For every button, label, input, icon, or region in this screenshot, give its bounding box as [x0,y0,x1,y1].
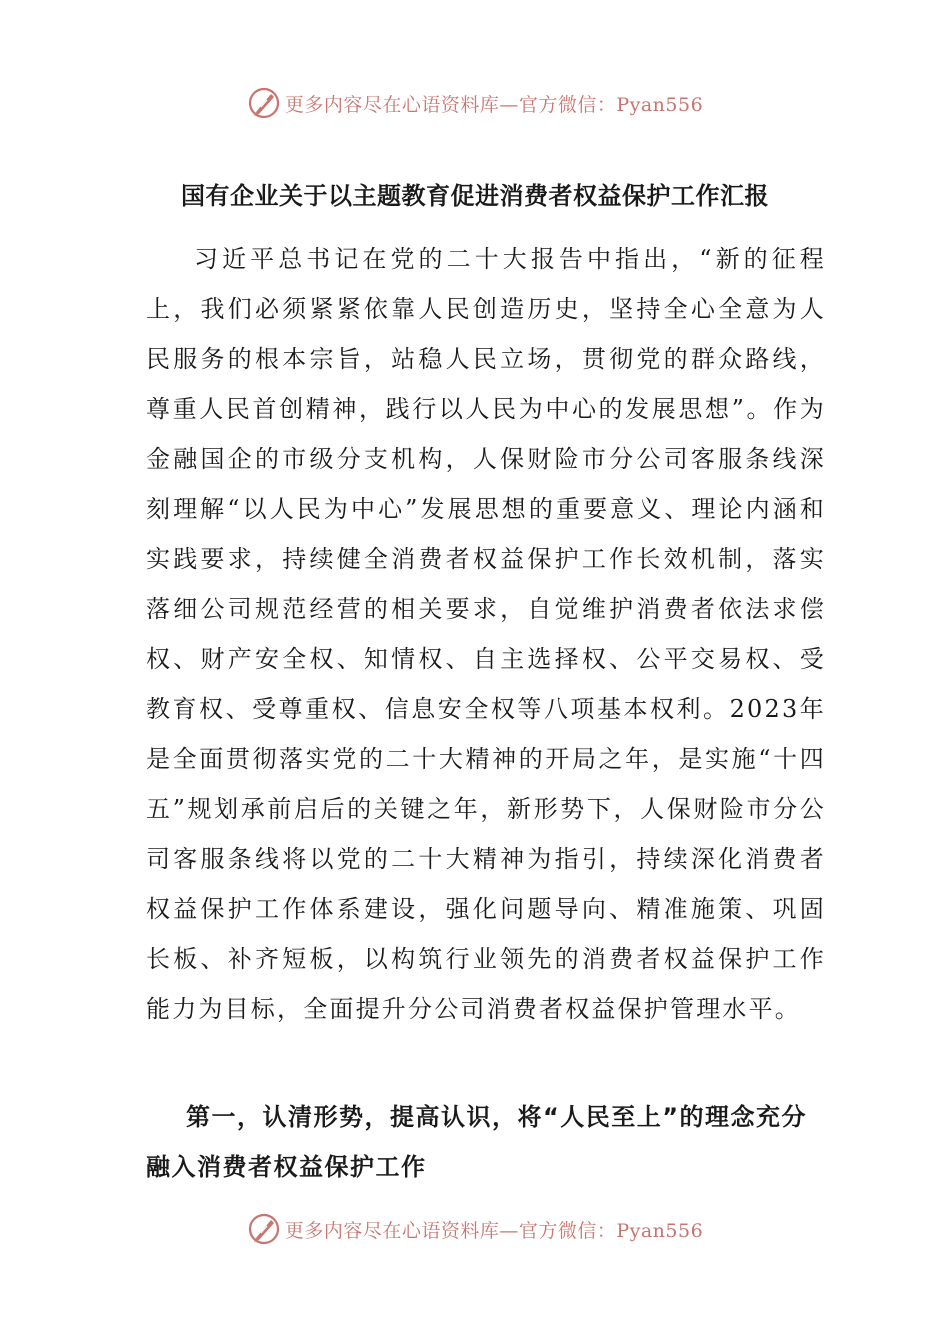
body-paragraph: 习近平总书记在党的二十大报告中指出，“新的征程上，我们必须紧紧依靠人民创造历史，坚持全心全意为人民服务的根本宗旨，站稳人民立场，贯彻党的群众路线，尊重人民首创精神，践行以人民为中心的发展思想”。作为金融国企的市级分支机构，人保财险市分公司客服条线深刻理解“以人民为中心”发展思想的重要意义、理论内涵和实践要求，持续健全消费者权益保护工作长效机制，落实落细公司规范经营的相关要求，自觉维护消费者依法求偿权、财产安全权、知情权、自主选择权、公平交易权、受教育权、受尊重权、信息安全权等八项基本权利。2023年是全面贯彻落实党的二十大精神的开局之年，是实施“十四五”规划承前启后的关键之年，新形势下，人保财险市分公司客服条线将以党的二十大精神为指引，持续深化消费者权益保护工作体系建设，强化问题导向、精准施策、巩固长板、补齐短板，以构筑行业领先的消费者权益保护工作能力为目标，全面提升分公司消费者权益保护管理水平。 [146,245,826,1023]
section-heading: 第一，认清形势，提高认识，将“人民至上”的理念充分融入消费者权益保护工作 [146,1103,808,1181]
footer-watermark [0,1212,950,1246]
watermark-text: 更多内容尽在心语资料库—官方微信：Pyan556 [284,93,704,116]
document-body [146,234,826,1034]
quill-pen-icon [247,1212,281,1246]
document-title: 国有企业关于以主题教育促进消费者权益保护工作汇报 [181,182,769,210]
quill-pen-icon [247,86,281,120]
watermark-text: 更多内容尽在心语资料库—官方微信：Pyan556 [284,1219,704,1242]
header-watermark [0,86,950,120]
